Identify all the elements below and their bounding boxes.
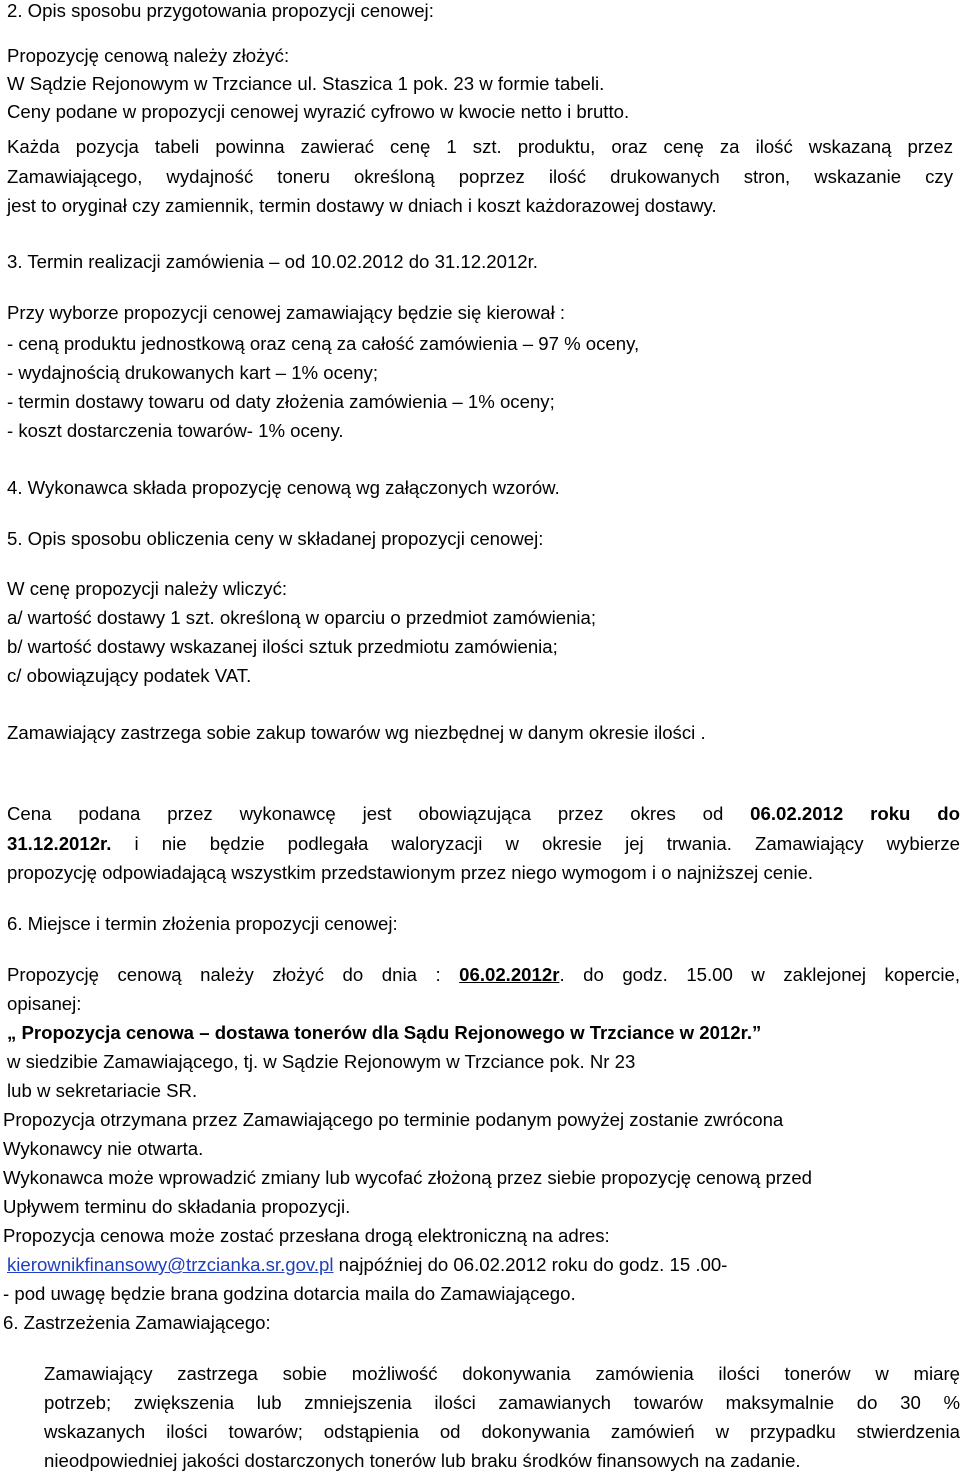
s6-line-4: Wykonawcy nie otwarta. (3, 1138, 204, 1159)
s6b-line-2: potrzeb; zwiększenia lub zmniejszenia ilości zamawianych towarów maksymalnie do 30 % (44, 1392, 960, 1413)
section-2-heading: 2. Opis sposobu przygotowania propozycji cenowej: (7, 0, 434, 21)
s3-line-5: - koszt dostarczenia towarów- 1% oceny. (7, 420, 344, 441)
s2-line-6: jest to oryginał czy zamiennik, termin dostawy w dniach i koszt każdorazowej dostawy. (7, 195, 717, 216)
s3-line-2: - ceną produktu jednostkową oraz ceną za całość zamówienia – 97 % oceny, (7, 333, 640, 354)
s5-line-3: b/ wartość dostawy wskazanej ilości sztuk przedmiotu zamówienia; (7, 636, 558, 657)
price-validity-line-3: propozycję odpowiadającą wszystkim przedstawionym przez niego wymogom i o najniższej cenie. (7, 862, 814, 883)
s5-line-1: W cenę propozycji należy wliczyć: (7, 578, 288, 599)
s6-line-6: Upływem terminu do składania propozycji. (3, 1196, 351, 1217)
price-validity-line-1: Cena podana przez wykonawcę jest obowiązująca przez okres od 06.02.2012 roku do (7, 803, 960, 824)
section-6b-heading: 6. Zastrzeżenia Zamawiającego: (3, 1312, 271, 1333)
section-3-heading: 3. Termin realizacji zamówienia – od 10.02.2012 do 31.12.2012r. (7, 251, 538, 272)
s6-line-3: Propozycja otrzymana przez Zamawiającego po terminie podanym powyżej zostanie zwrócona (3, 1109, 784, 1130)
s6-line-5: Wykonawca może wprowadzić zmiany lub wycofać złożoną przez siebie propozycję cenową przed (3, 1167, 813, 1188)
section-5-heading: 5. Opis sposobu obliczenia ceny w składanej propozycji cenowej: (7, 528, 544, 549)
price-validity-line-2: 31.12.2012r. i nie będzie podlegała waloryzacji w okresie jej trwania. Zamawiający wybierze (7, 833, 960, 854)
s6b-line-3: wskazanych ilości towarów; odstąpienia od dokonywania zamówień w przypadku stwierdzenia (44, 1421, 960, 1442)
s6b-line-4: nieodpowiedniej jakości dostarczonych tonerów lub braku środków finansowych na zadanie. (44, 1450, 801, 1471)
s6-line-1: w siedzibie Zamawiającego, tj. w Sądzie Rejonowym w Trzciance pok. Nr 23 (7, 1051, 636, 1072)
opisanej-label: opisanej: (7, 993, 82, 1014)
s2-line-1: Propozycję cenową należy złożyć: (7, 45, 290, 66)
s5-line-4: c/ obowiązujący podatek VAT. (7, 665, 252, 686)
section-4-heading: 4. Wykonawca składa propozycję cenową wg załączonych wzorów. (7, 477, 560, 498)
s3-line-1: Przy wyborze propozycji cenowej zamawiający będzie się kierował : (7, 302, 566, 323)
s5-line-5: Zamawiający zastrzega sobie zakup towarów wg niezbędnej w danym okresie ilości . (7, 722, 706, 743)
s6b-line-1: Zamawiający zastrzega sobie możliwość dokonywania zamówienia ilości tonerów w miarę (44, 1363, 960, 1384)
s6-line-7: Propozycja cenowa może zostać przesłana drogą elektroniczną na adres: (3, 1225, 610, 1246)
mail-note: - pod uwagę będzie brana godzina dotarcia maila do Zamawiającego. (3, 1283, 576, 1304)
email-line: kierownikfinansowy@trzcianka.sr.gov.pl najpóźniej do 06.02.2012 roku do godz. 15 .00- (7, 1254, 728, 1275)
deadline-line: Propozycję cenową należy złożyć do dnia : 06.02.2012r. do godz. 15.00 w zaklejonej kopercie, (7, 964, 960, 985)
s2-line-4: Każda pozycja tabeli powinna zawierać cenę 1 szt. produktu, oraz cenę za ilość wskazaną przez (7, 136, 953, 157)
s2-line-2: W Sądzie Rejonowym w Trzciance ul. Staszica 1 pok. 23 w formie tabeli. (7, 73, 605, 94)
s3-line-4: - termin dostawy towaru od daty złożenia zamówienia – 1% oceny; (7, 391, 555, 412)
s3-line-3: - wydajnością drukowanych kart – 1% oceny; (7, 362, 379, 383)
section-6-heading: 6. Miejsce i termin złożenia propozycji cenowej: (7, 913, 398, 934)
s2-line-5: Zamawiającego, wydajność toneru określoną poprzez ilość drukowanych stron, wskazanie czy (7, 166, 953, 187)
s5-line-2: a/ wartość dostawy 1 szt. określoną w oparciu o przedmiot zamówienia; (7, 607, 597, 628)
envelope-label: „ Propozycja cenowa – dostawa tonerów dla Sądu Rejonowego w Trzciance w 2012r.” (7, 1022, 762, 1043)
s2-line-3: Ceny podane w propozycji cenowej wyrazić cyfrowo w kwocie netto i brutto. (7, 101, 630, 122)
email-link[interactable]: kierownikfinansowy@trzcianka.sr.gov.pl (7, 1254, 334, 1275)
s6-line-2: lub w sekretariacie SR. (7, 1080, 198, 1101)
